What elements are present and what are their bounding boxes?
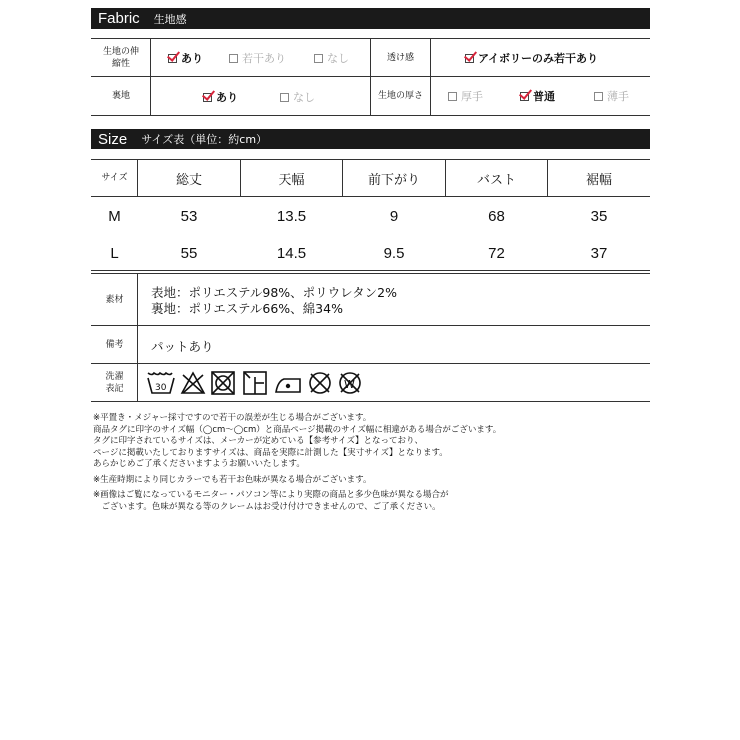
size-cell — [92, 198, 137, 234]
size-header-cell — [241, 160, 342, 196]
header-text: 天幅 — [278, 172, 305, 188]
sheer-label — [371, 39, 430, 76]
fabric-table-bottom-line — [91, 115, 650, 116]
material-text — [151, 285, 397, 317]
sheer-label-text: 透け感 — [386, 52, 414, 63]
cell-text: 53 — [180, 207, 198, 225]
material-line: 表地：ポリエステル98%、ポリウレタン2% — [151, 285, 397, 300]
lining-label — [92, 77, 150, 115]
note-line: タグに印字されているサイズは、メーカーが定めている【参考サイズ】となっており、 — [93, 436, 423, 446]
stretch-label — [92, 39, 150, 76]
care-symbols — [146, 369, 366, 397]
remarks-label-text: 備考 — [105, 339, 124, 350]
size-header-cell — [343, 160, 445, 196]
wash-temp-text: 30 — [155, 383, 167, 393]
thickness-option-normal — [520, 88, 555, 104]
fabric-header-jp: 生地感 — [153, 12, 187, 26]
fabric-col-divider — [430, 38, 431, 115]
cell-text: 9 — [389, 207, 399, 225]
size-header-jp: サイズ表（単位：約cm） — [141, 133, 268, 146]
cell-text: 14.5 — [276, 244, 307, 262]
header-text: 裾幅 — [585, 172, 612, 188]
cell-text: L — [110, 244, 119, 262]
option-text: アイボリーのみ若干あり — [478, 52, 599, 65]
thickness-label — [371, 77, 430, 115]
cell-text: 9.5 — [383, 244, 405, 262]
note-line: あらかじめご了承くださいますようお願いいたします。 — [93, 459, 305, 469]
thickness-option-thick — [448, 88, 483, 104]
size-cell — [548, 235, 650, 271]
no-dry-clean-icon — [310, 373, 330, 393]
cell-text: 37 — [590, 244, 608, 262]
checkbox-checked-icon — [465, 54, 474, 63]
checkbox-checked-icon — [168, 54, 177, 63]
size-cell — [241, 198, 342, 234]
stretch-option-slight — [229, 50, 286, 66]
thickness-label-text: 生地の厚さ — [377, 91, 423, 101]
no-bleach-icon — [182, 373, 204, 393]
option-text: 普通 — [533, 90, 555, 103]
option-text: 厚手 — [461, 90, 483, 103]
stretch-label-text: 生地の伸縮性 — [103, 46, 140, 69]
checkbox-empty-icon — [448, 92, 457, 101]
info-bottom-line — [91, 401, 650, 402]
header-text: 前下がり — [367, 172, 420, 188]
option-text: 若干あり — [242, 52, 286, 65]
no-tumble-dry-icon — [212, 372, 234, 394]
checkbox-empty-icon — [280, 93, 289, 102]
header-text: 総丈 — [175, 172, 202, 188]
size-cell — [548, 198, 650, 234]
cell-text: 35 — [590, 207, 608, 225]
size-cell — [343, 198, 445, 234]
lining-option-yes — [203, 89, 238, 105]
iron-low-icon — [276, 379, 300, 392]
size-header-cell — [138, 160, 240, 196]
option-text: あり — [181, 52, 203, 65]
note-line: ※画像はご覧になっているモニター・パソコン等により実際の商品と多少色味が異なる場合が — [93, 490, 449, 500]
material-label-text: 素材 — [105, 295, 124, 305]
note-line: ※生産時期により同じカラーでも若干お色味が異なる場合がございます。 — [93, 474, 372, 485]
note-line: 商品タグに印字のサイズ幅（◯cm〜◯cm）と商品ページ掲載のサイズ幅に相違がある場合がございます。 — [93, 424, 502, 435]
size-header-bar — [91, 129, 650, 149]
option-text: あり — [216, 91, 238, 104]
notes — [93, 413, 653, 513]
size-cell — [138, 198, 240, 234]
note-line: ページに掲載いたしておりますサイズは、商品を実際に計測した【実寸サイズ】となります。 — [93, 447, 448, 458]
info-divider — [91, 325, 650, 326]
size-cell — [241, 235, 342, 271]
stretch-option-no — [314, 50, 349, 66]
cell-text: 72 — [488, 244, 505, 262]
care-label — [92, 364, 137, 401]
svg-text:W: W — [344, 378, 355, 391]
size-header-cell — [446, 160, 547, 196]
material-label — [92, 275, 137, 325]
info-divider — [91, 363, 650, 364]
material-line: 裏地：ポリエステル66%、綿34% — [151, 301, 343, 316]
care-label-text: 洗濯表記 — [105, 371, 124, 394]
cell-text: M — [108, 207, 121, 225]
fabric-header-bar — [91, 8, 650, 29]
remarks-label — [92, 326, 137, 363]
info-col-divider — [137, 274, 138, 401]
cell-text: 55 — [180, 244, 198, 262]
checkbox-checked-icon — [203, 93, 212, 102]
header-text: バスト — [476, 172, 516, 188]
cell-text: 68 — [488, 207, 505, 225]
option-text: なし — [327, 52, 349, 65]
fabric-col-divider — [150, 38, 151, 115]
no-wet-clean-icon — [340, 373, 360, 393]
size-table-bottom-line-2 — [91, 273, 650, 274]
fabric-header-en: Fabric — [98, 10, 140, 27]
size-header-cell — [92, 160, 137, 196]
size-cell — [92, 235, 137, 271]
size-cell — [138, 235, 240, 271]
line-dry-shade-icon — [244, 372, 266, 394]
lining-option-no — [280, 89, 315, 105]
sheer-option-ivory — [465, 50, 598, 66]
stretch-option-yes — [168, 50, 203, 66]
size-table-header-line — [91, 196, 650, 197]
cell-text: 13.5 — [276, 207, 307, 225]
checkbox-empty-icon — [594, 92, 603, 101]
option-text: なし — [293, 91, 315, 104]
size-header-en: Size — [98, 130, 128, 148]
checkbox-checked-icon — [520, 92, 529, 101]
note-line: ※平置き・メジャー採寸ですので若干の誤差が生じる場合がございます。 — [93, 413, 372, 423]
header-text: サイズ — [101, 173, 128, 183]
option-text: 薄手 — [607, 90, 629, 103]
washtub-30-icon — [148, 373, 174, 393]
size-cell — [446, 235, 547, 271]
lining-label-text: 裏地 — [111, 91, 130, 101]
size-cell — [343, 235, 445, 271]
remarks-text: パットあり — [151, 339, 214, 354]
note-line: ございます。色味が異なる等のクレームはお受け付けできませんので、ご了承ください。 — [93, 501, 441, 512]
checkbox-empty-icon — [229, 54, 238, 63]
thickness-option-thin — [594, 88, 629, 104]
size-cell — [446, 198, 547, 234]
checkbox-empty-icon — [314, 54, 323, 63]
size-header-cell — [548, 160, 650, 196]
